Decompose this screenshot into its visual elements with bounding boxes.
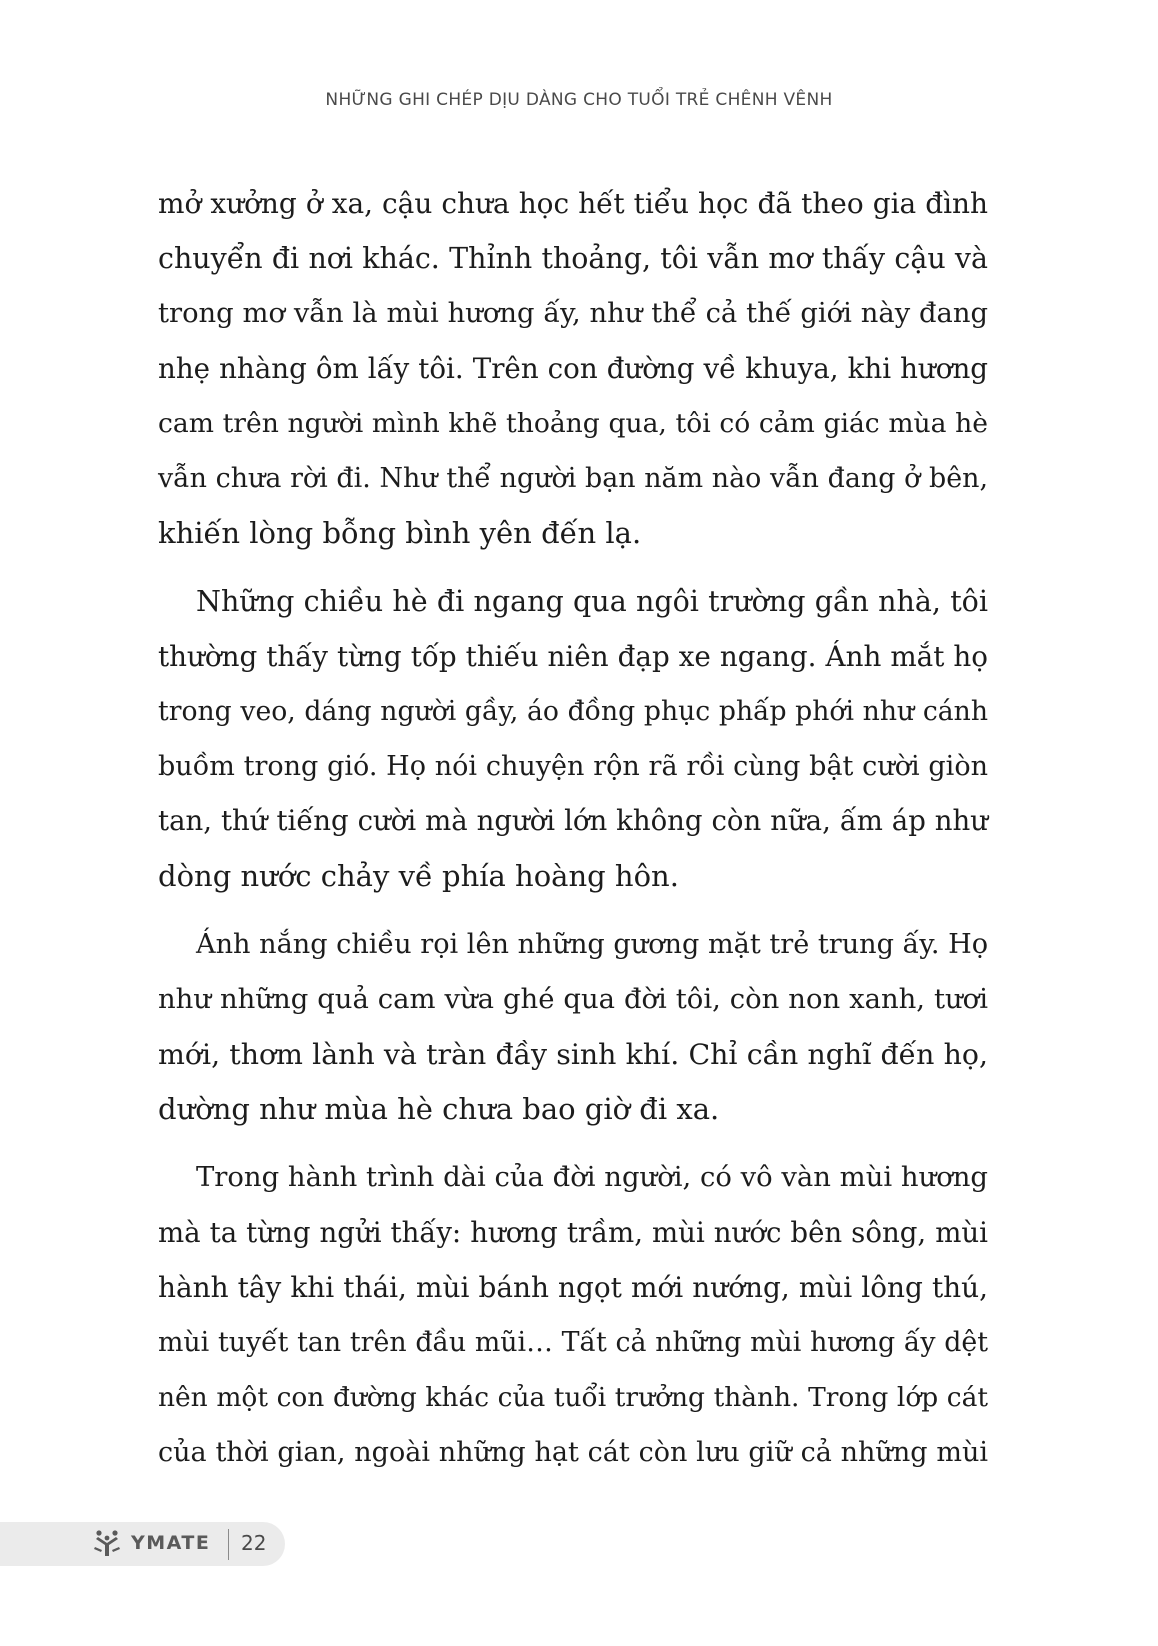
text-line: dòng nước chảy về phía hoàng hôn. — [158, 859, 679, 893]
page-body — [158, 176, 988, 1493]
text-line: chuyển đi nơi khác. Thỉnh thoảng, tôi vẫn mơ thấy cậu và — [158, 242, 988, 275]
page-number: 22 — [241, 1531, 267, 1555]
text-line: buồm trong gió. Họ nói chuyện rộn rã rồi cùng bật cười giòn — [158, 751, 988, 782]
paragraph — [158, 1150, 988, 1480]
paragraph — [158, 917, 988, 1137]
text-line: Những chiều hè đi ngang qua ngôi trường gần nhà, tôi — [196, 584, 988, 618]
text-line: trong veo, dáng người gầy, áo đồng phục phấp phới như cánh — [158, 696, 988, 727]
text-line: nên một con đường khác của tuổi trưởng thành. Trong lớp cát — [158, 1382, 988, 1413]
text-line: như những quả cam vừa ghé qua đời tôi, còn non xanh, tươi — [158, 984, 988, 1015]
text-line: vẫn chưa rời đi. Như thể người bạn năm nào vẫn đang ở bên, — [158, 463, 988, 494]
text-line: Ánh nắng chiều rọi lên những gương mặt trẻ trung ấy. Họ — [196, 929, 989, 960]
text-line: thường thấy từng tốp thiếu niên đạp xe ngang. Ánh mắt họ — [158, 640, 988, 673]
text-line: mở xưởng ở xa, cậu chưa học hết tiểu học đã theo gia đình — [158, 187, 988, 220]
footer-brand: YMATE — [131, 1532, 211, 1554]
text-line: tan, thứ tiếng cười mà người lớn không còn nữa, ấm áp như — [158, 805, 988, 837]
text-line: của thời gian, ngoài những hạt cát còn lưu giữ cả những mùi — [158, 1437, 988, 1468]
text-line: trong mơ vẫn là mùi hương ấy, như thể cả thế giới này đang — [158, 298, 988, 329]
text-line: Trong hành trình dài của đời người, có vô vàn mùi hương — [196, 1162, 988, 1193]
text-line: khiến lòng bỗng bình yên đến lạ. — [158, 516, 642, 550]
text-line: cam trên người mình khẽ thoảng qua, tôi có cảm giác mùa hè — [158, 408, 988, 439]
paragraph — [158, 574, 988, 904]
footer-divider — [228, 1529, 229, 1560]
text-line: mà ta từng ngửi thấy: hương trầm, mùi nước bên sông, mùi — [158, 1216, 988, 1249]
text-line: mùi tuyết tan trên đầu mũi… Tất cả những mùi hương ấy dệt — [158, 1327, 988, 1358]
ymate-logo-icon — [92, 1529, 122, 1559]
text-line: mới, thơm lành và tràn đầy sinh khí. Chỉ cần nghĩ đến họ, — [158, 1038, 988, 1071]
running-header: NHỮNG GHI CHÉP DỊU DÀNG CHO TUỔI TRẺ CHÊNH VÊNH — [325, 90, 833, 110]
paragraph — [158, 176, 988, 561]
text-line: dường như mùa hè chưa bao giờ đi xa. — [158, 1092, 720, 1126]
text-line: hành tây khi thái, mùi bánh ngọt mới nướng, mùi lông thú, — [158, 1271, 988, 1304]
text-line: nhẹ nhàng ôm lấy tôi. Trên con đường về khuya, khi hương — [158, 352, 988, 385]
